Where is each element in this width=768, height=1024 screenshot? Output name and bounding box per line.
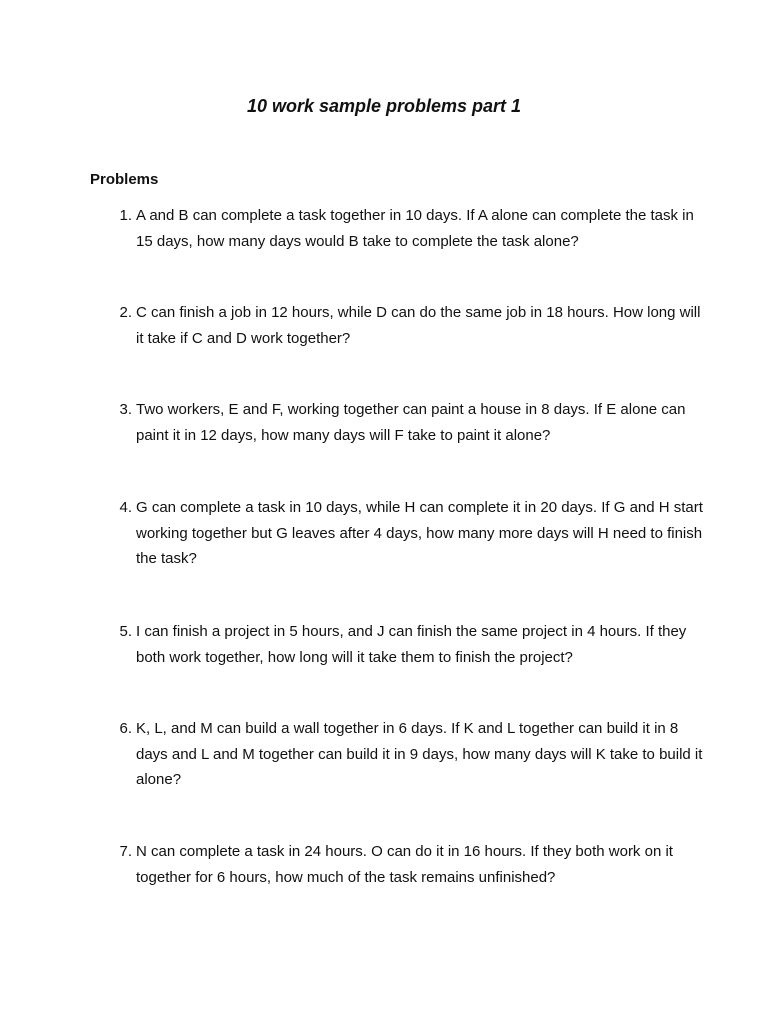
problem-number: 7. xyxy=(119,843,132,860)
problem-number: 5. xyxy=(119,623,132,640)
problem-number: 6. xyxy=(119,720,132,737)
problem-text: K, L, and M can build a wall together in 6 days. If K and L together can build it in 8 days and L and M together can build it in 9 days, how many days will K take to build it alone? xyxy=(136,720,703,788)
problem-number: 4. xyxy=(119,499,132,516)
problem-item xyxy=(110,300,710,351)
problem-item xyxy=(110,619,710,670)
problem-item xyxy=(110,839,710,890)
problem-text: C can finish a job in 12 hours, while D can do the same job in 18 hours. How long will it take if C and D work together? xyxy=(136,304,701,347)
problem-text: N can complete a task in 24 hours. O can do it in 16 hours. If they both work on it together for 6 hours, how much of the task remains unfinished? xyxy=(136,843,673,886)
problem-text: A and B can complete a task together in 10 days. If A alone can complete the task in 15 days, how many days would B take to complete the task alone? xyxy=(136,207,694,250)
problem-item xyxy=(110,203,710,254)
problem-item xyxy=(110,495,710,572)
problem-item xyxy=(110,397,710,448)
problem-number: 2. xyxy=(119,304,132,321)
problem-text: G can complete a task in 10 days, while H can complete it in 20 days. If G and H start working together but G leaves after 4 days, how many more days will H need to finish the task? xyxy=(136,499,703,567)
problem-number: 3. xyxy=(119,401,132,418)
problem-text: Two workers, E and F, working together can paint a house in 8 days. If E alone can paint it in 12 days, how many days will F take to paint it alone? xyxy=(136,401,686,444)
section-heading: Problems xyxy=(90,171,159,188)
problem-text: I can finish a project in 5 hours, and J can finish the same project in 4 hours. If they both work together, how long will it take them to finish the project? xyxy=(136,623,687,666)
document-title: 10 work sample problems part 1 xyxy=(246,96,522,116)
problem-number: 1. xyxy=(119,207,132,224)
problem-item xyxy=(110,716,710,793)
